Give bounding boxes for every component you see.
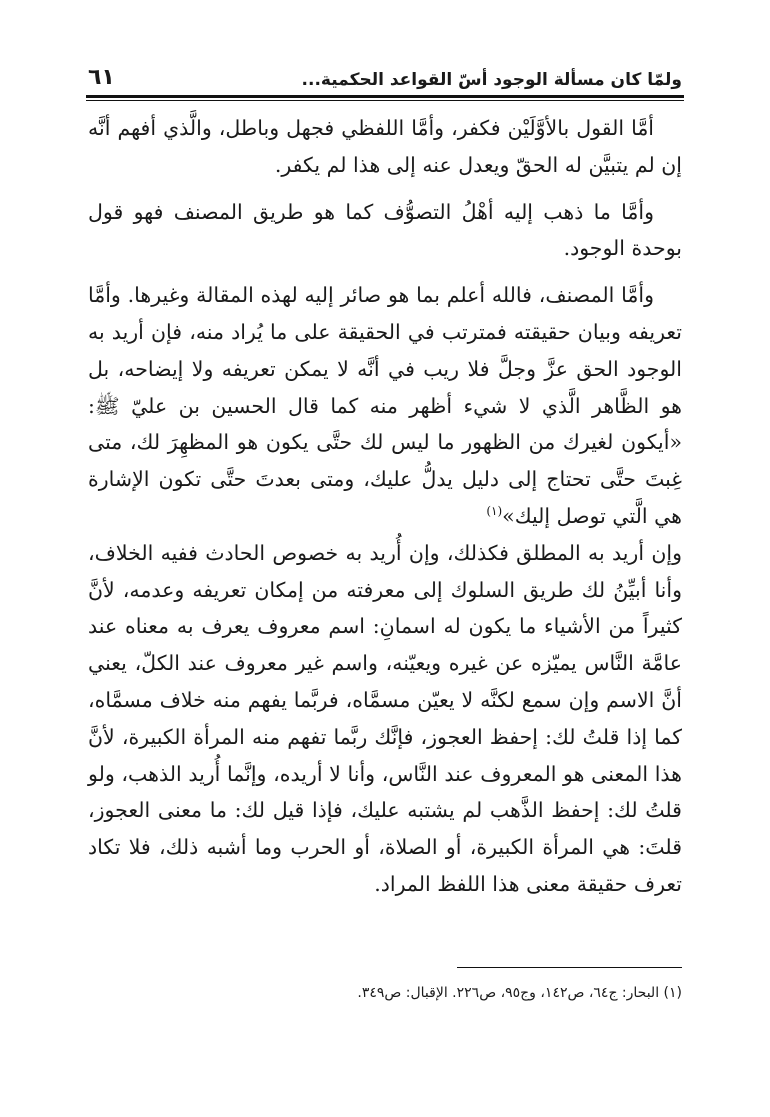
footnote: (١) البحار: ج٦٤، ص١٤٢، وج٩٥، ص٢٢٦. الإقبال: ص٣٤٩. <box>357 985 682 1001</box>
paragraph-1: أمَّا القول بالأوَّلَيْن فكفر، وأمَّا اللفظي فجهل وباطل، والَّذي أفهم أنَّه إن لم يتبيَّن له الحقّ ويعدل عنه إلى هذا لم يكفر. <box>88 116 682 177</box>
header-rule <box>86 95 684 98</box>
footnote-rule <box>457 967 682 968</box>
running-title: ولمّا كان مسألة الوجود أسّ القواعد الحكمية... <box>301 70 682 90</box>
paragraph-3 <box>88 277 682 535</box>
paragraph-2: وأمَّا ما ذهب إليه أهْلُ التصوُّف كما هو طريق المصنف فهو قول بوحدة الوجود. <box>88 199 682 261</box>
body-text <box>88 110 682 903</box>
running-header <box>88 58 682 90</box>
header-rule-thin <box>86 100 684 101</box>
paragraph-4: وإن أريد به المطلق فكذلك، وإن أُريد به خصوص الحادث ففيه الخلاف، وأنا أبيِّنُ لك طريق السلوك إلى معرفته من إمكان تعريفه وعدمه، لأنَّ كثيراً من الأشياء ما يكون له اسمانِ: اسم معروف يعرف به معناه عند عامَّة النَّاس يميّزه عن غيره ويعيّنه، واسم غير معروف عند الكلّ، يعني أنَّ الاسم وإن سمع لكنَّه لا يعيّن مسمَّاه، فربَّما يفهم منه خلاف مسمَّاه، كما إذا قلتُ لك: إحفظ العجوز، فإنَّك ربَّما تفهم منه المرأة الكبيرة، لأنَّ هذا المعنى هو المعروف عند النَّاس، وأنا لا أريده، وإنَّما أُريد الذهب، ولو قلتُ لك: إحفظ الذَّهب لم يشتبه عليك، فإذا قيل لك: ما معنى العجوز، قلتَ: هي المرأة الكبيرة، أو الصلاة، أو الحرب وما أشبه ذلك، فلا تكاد تعرف حقيقة معنى هذا اللفظ المراد. <box>88 540 682 896</box>
footnote-marker: (١) <box>486 504 503 519</box>
paragraph-3-text: وأمَّا المصنف، فالله أعلم بما هو صائر إليه لهذه المقالة وغيرها. وأمَّا تعريفه وبيان حقيقته فمترتب في الحقيقة على ما يُراد منه، فإن أريد به الوجود الحق عزَّ وجلَّ فلا ريب في أنَّه لا يمكن تعريفه ولا إيضاحه، بل هو الظَّاهر الَّذي لا شيء أظهر منه كما قال الحسين بن عليّ ﷺ: «أيكون لغيرك من الظهور ما ليس لك حتَّى يكون هو المظهِرَ لك، متى غِبتَ حتَّى تحتاج إلى دليل يدلُّ عليك، ومتى بعدتَ حتَّى تكون الإشارة هي الَّتي توصل إليك» <box>88 283 682 528</box>
page-number: ٦١ <box>88 65 115 90</box>
